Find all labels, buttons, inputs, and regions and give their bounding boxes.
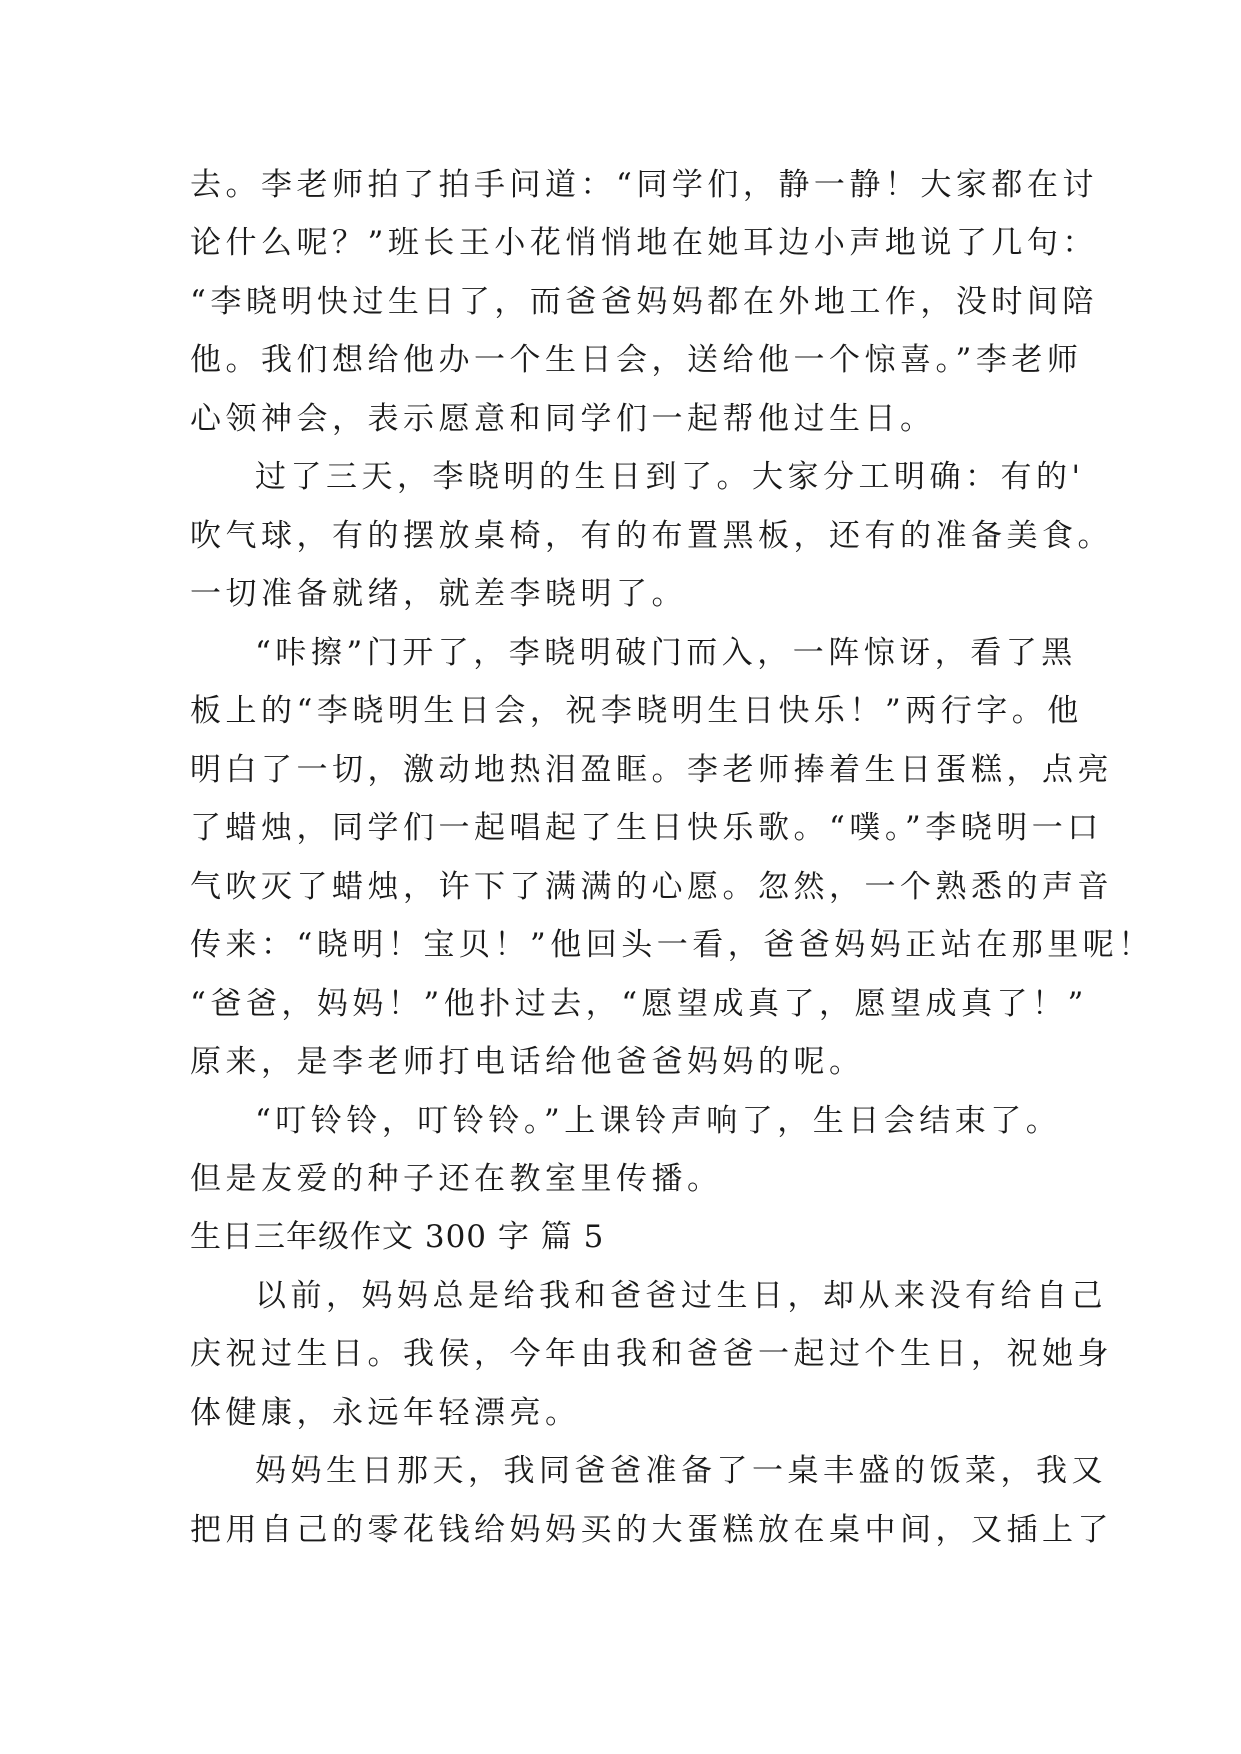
text-line: 他。我们想给他办一个生日会，送给他一个惊喜。”李老师 bbox=[190, 342, 1083, 378]
text-line: 庆祝过生日。我侯，今年由我和爸爸一起过个生日，祝她身 bbox=[190, 1336, 1113, 1372]
text-line: 论什么呢？”班长王小花悄悄地在她耳边小声地说了几句： bbox=[190, 225, 1098, 261]
text-line: 把用自己的零花钱给妈妈买的大蛋糕放在桌中间，又插上了 bbox=[190, 1512, 1113, 1548]
text-line: 一切准备就绪，就差李晓明了。 bbox=[190, 576, 687, 612]
paragraph-start-line: “叮铃铃，叮铃铃。”上课铃声响了，生日会结束了。 bbox=[255, 1103, 1062, 1139]
text-line: “爸爸，妈妈！”他扑过去，“愿望成真了，愿望成真了！” bbox=[190, 986, 1088, 1022]
text-line: 体健康，永远年轻漂亮。 bbox=[190, 1395, 581, 1431]
text-line: 明白了一切，激动地热泪盈眶。李老师捧着生日蛋糕，点亮 bbox=[190, 752, 1113, 788]
text-line: 了蜡烛，同学们一起唱起了生日快乐歌。“噗。”李晓明一口 bbox=[190, 810, 1103, 846]
paragraph-start-line: 妈妈生日那天，我同爸爸准备了一桌丰盛的饭菜，我又 bbox=[255, 1453, 1107, 1489]
text-line: “李晓明快过生日了，而爸爸妈妈都在外地工作，没时间陪 bbox=[190, 284, 1098, 320]
text-line: 原来，是李老师打电话给他爸爸妈妈的呢。 bbox=[190, 1044, 865, 1080]
text-line: 但是友爱的种子还在教室里传播。 bbox=[190, 1161, 723, 1197]
paragraph-start-line: “咔擦”门开了，李晓明破门而入，一阵惊讶，看了黑 bbox=[255, 635, 1077, 671]
section-heading: 生日三年级作文 300 字 篇 5 bbox=[190, 1219, 605, 1255]
text-line: 去。李老师拍了拍手问道：“同学们，静一静！大家都在讨 bbox=[190, 167, 1098, 203]
paragraph-start-line: 以前，妈妈总是给我和爸爸过生日，却从来没有给自己 bbox=[255, 1278, 1107, 1314]
text-line: 传来：“晓明！宝贝！”他回头一看，爸爸妈妈正站在那里呢！ bbox=[190, 927, 1154, 963]
text-line: 心领神会，表示愿意和同学们一起帮他过生日。 bbox=[190, 401, 936, 437]
paragraph-start-line: 过了三天，李晓明的生日到了。大家分工明确：有的' bbox=[255, 459, 1085, 495]
text-line: 板上的“李晓明生日会，祝李晓明生日快乐！”两行字。他 bbox=[190, 693, 1083, 729]
text-line: 吹气球，有的摆放桌椅，有的布置黑板，还有的准备美食。 bbox=[190, 518, 1113, 554]
text-line: 气吹灭了蜡烛，许下了满满的心愿。忽然，一个熟悉的声音 bbox=[190, 869, 1113, 905]
